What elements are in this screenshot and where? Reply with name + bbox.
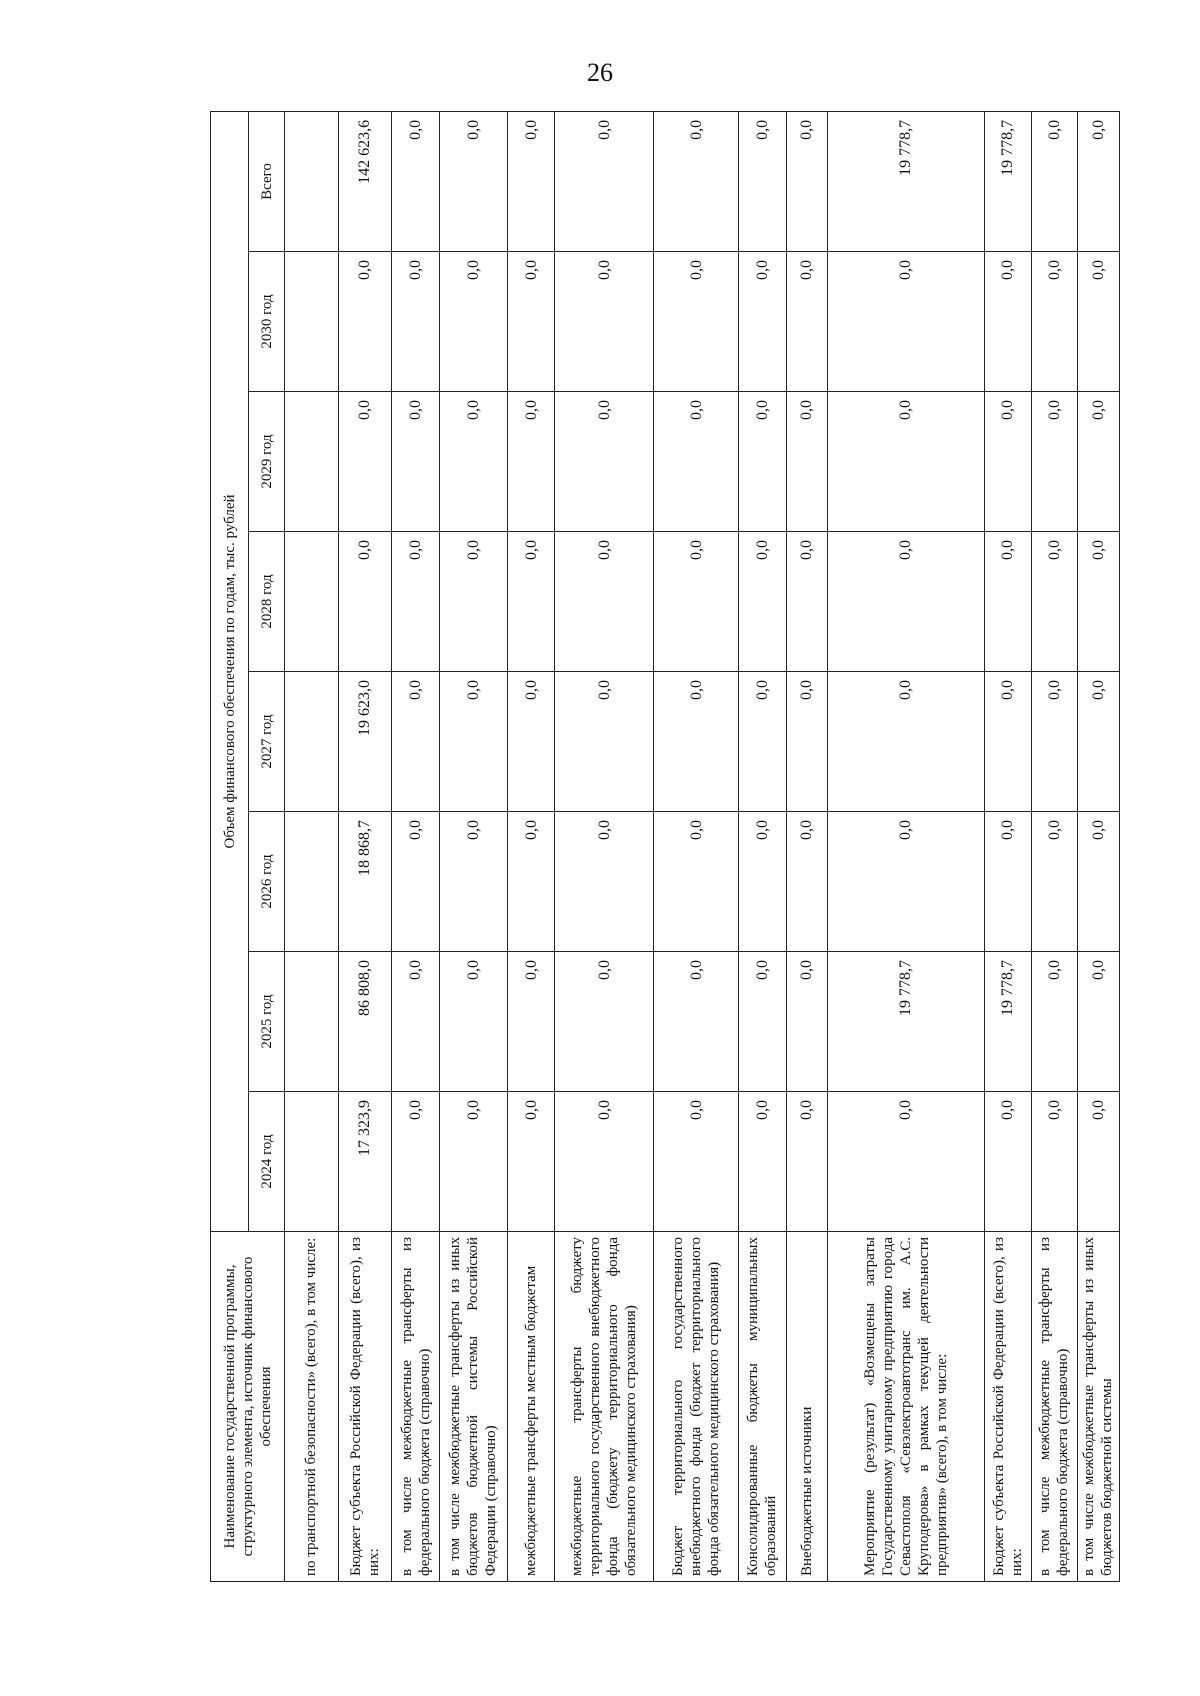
- value-cell: 17 323,9: [338, 1092, 392, 1232]
- value-cell: 0,0: [555, 812, 654, 952]
- value-cell: 0,0: [827, 532, 984, 672]
- value-cell: 19 623,0: [338, 672, 392, 812]
- name-column-header: Наименование государственной программы, структурного элемента, источник финансового обеспечения: [211, 1232, 285, 1582]
- value-cell: 0,0: [439, 111, 507, 251]
- value-cell: 0,0: [1077, 1092, 1119, 1232]
- value-cell: 0,0: [1077, 392, 1119, 532]
- value-cell: 0,0: [739, 111, 786, 251]
- value-cell: 142 623,6: [338, 111, 392, 251]
- value-cell: 0,0: [786, 672, 827, 812]
- table-row: [285, 111, 339, 1581]
- value-cell: 0,0: [392, 252, 439, 392]
- value-cell: 0,0: [507, 812, 554, 952]
- value-cell: 0,0: [786, 111, 827, 251]
- value-cell: [285, 672, 339, 812]
- value-cell: 0,0: [439, 952, 507, 1092]
- value-cell: [285, 532, 339, 672]
- value-cell: 0,0: [1032, 812, 1077, 952]
- value-cell: 0,0: [1032, 952, 1077, 1092]
- value-cell: 0,0: [555, 532, 654, 672]
- value-cell: 0,0: [654, 252, 739, 392]
- value-cell: 0,0: [739, 952, 786, 1092]
- row-name-cell: в том числе межбюджетные трансферты из иных бюджетов бюджетной системы Российской Федерации (справочно): [439, 1232, 507, 1582]
- value-cell: [285, 812, 339, 952]
- table-row: [827, 111, 984, 1581]
- value-cell: [285, 392, 339, 532]
- value-cell: 0,0: [555, 672, 654, 812]
- value-cell: 0,0: [786, 532, 827, 672]
- table-row: [1032, 111, 1077, 1581]
- value-cell: 0,0: [338, 252, 392, 392]
- value-cell: 0,0: [555, 952, 654, 1092]
- value-cell: 0,0: [739, 252, 786, 392]
- value-cell: 0,0: [392, 672, 439, 812]
- value-cell: 0,0: [1077, 812, 1119, 952]
- value-cell: 0,0: [439, 812, 507, 952]
- year-header: 2026 год: [249, 812, 285, 952]
- value-cell: 19 778,7: [827, 952, 984, 1092]
- value-cell: [285, 952, 339, 1092]
- value-cell: 0,0: [654, 672, 739, 812]
- value-cell: 0,0: [392, 111, 439, 251]
- value-cell: 0,0: [984, 672, 1031, 812]
- value-cell: 0,0: [654, 392, 739, 532]
- value-cell: 0,0: [786, 392, 827, 532]
- value-cell: 0,0: [338, 532, 392, 672]
- year-header: 2027 год: [249, 672, 285, 812]
- value-cell: 0,0: [555, 392, 654, 532]
- value-cell: 0,0: [827, 812, 984, 952]
- value-cell: 0,0: [654, 532, 739, 672]
- value-cell: 0,0: [1032, 672, 1077, 812]
- row-name-cell: по транспортной безопасности» (всего), в том числе:: [285, 1232, 339, 1582]
- year-header: 2030 год: [249, 252, 285, 392]
- value-cell: 0,0: [739, 532, 786, 672]
- value-cell: 0,0: [1077, 532, 1119, 672]
- value-cell: 0,0: [984, 1092, 1031, 1232]
- value-cell: 0,0: [392, 812, 439, 952]
- rotated-table-container: [210, 112, 1120, 1582]
- volume-header: Объем финансового обеспечения по годам, тыс. рублей: [211, 111, 249, 1231]
- value-cell: 0,0: [739, 812, 786, 952]
- value-cell: 0,0: [555, 111, 654, 251]
- value-cell: 86 808,0: [338, 952, 392, 1092]
- value-cell: 0,0: [654, 1092, 739, 1232]
- value-cell: 0,0: [392, 952, 439, 1092]
- value-cell: 0,0: [338, 392, 392, 532]
- table-row: [392, 111, 439, 1581]
- value-cell: 0,0: [786, 1092, 827, 1232]
- value-cell: 19 778,7: [827, 111, 984, 251]
- value-cell: 0,0: [555, 1092, 654, 1232]
- page-number: 26: [587, 58, 613, 87]
- value-cell: 0,0: [439, 392, 507, 532]
- value-cell: 0,0: [739, 672, 786, 812]
- table-row: [439, 111, 507, 1581]
- table-row: [507, 111, 554, 1581]
- row-name-cell: Бюджет субъекта Российской Федерации (всего), из них:: [984, 1232, 1031, 1582]
- value-cell: 0,0: [1077, 672, 1119, 812]
- table-row: [739, 111, 786, 1581]
- row-name-cell: в том числе межбюджетные трансферты из федерального бюджета (справочно): [1032, 1232, 1077, 1582]
- value-cell: 18 868,7: [338, 812, 392, 952]
- value-cell: 0,0: [654, 952, 739, 1092]
- value-cell: 0,0: [654, 812, 739, 952]
- value-cell: 0,0: [1077, 952, 1119, 1092]
- value-cell: 0,0: [786, 812, 827, 952]
- value-cell: 0,0: [786, 252, 827, 392]
- value-cell: 0,0: [507, 111, 554, 251]
- value-cell: 0,0: [654, 111, 739, 251]
- value-cell: 0,0: [507, 252, 554, 392]
- value-cell: 0,0: [739, 392, 786, 532]
- value-cell: 0,0: [984, 812, 1031, 952]
- row-name-cell: Мероприятие (результат) «Возмещены затраты Государственному унитарному предприятию города Севастополя «Севэлектроавтотранс им. А.С. Круподерова» в рамках текущей деятельности предприятия» (всего), в том числе:: [827, 1232, 984, 1582]
- year-header: 2028 год: [249, 532, 285, 672]
- year-header: Всего: [249, 111, 285, 251]
- value-cell: 0,0: [984, 532, 1031, 672]
- value-cell: 0,0: [739, 1092, 786, 1232]
- value-cell: 0,0: [555, 252, 654, 392]
- value-cell: 0,0: [827, 252, 984, 392]
- table-row: [984, 111, 1031, 1581]
- year-header: 2029 год: [249, 392, 285, 532]
- financing-table: [210, 111, 1120, 1582]
- value-cell: 0,0: [1077, 111, 1119, 251]
- row-name-cell: Бюджет территориального государственного внебюджетного фонда (бюджет территориального фонда обязательного медицинского страхования): [654, 1232, 739, 1582]
- table-row: [1077, 111, 1119, 1581]
- row-name-cell: межбюджетные трансферты местным бюджетам: [507, 1232, 554, 1582]
- value-cell: 19 778,7: [984, 952, 1031, 1092]
- value-cell: 0,0: [507, 532, 554, 672]
- row-name-cell: в том числе межбюджетные трансферты из федерального бюджета (справочно): [392, 1232, 439, 1582]
- value-cell: 0,0: [1077, 252, 1119, 392]
- value-cell: 0,0: [1032, 392, 1077, 532]
- value-cell: 0,0: [439, 532, 507, 672]
- value-cell: 19 778,7: [984, 111, 1031, 251]
- row-name-cell: в том числе межбюджетные трансферты из иных бюджетов бюджетной системы: [1077, 1232, 1119, 1582]
- value-cell: 0,0: [1032, 532, 1077, 672]
- value-cell: 0,0: [1032, 111, 1077, 251]
- value-cell: [285, 252, 339, 392]
- value-cell: 0,0: [507, 952, 554, 1092]
- value-cell: 0,0: [392, 392, 439, 532]
- value-cell: 0,0: [439, 1092, 507, 1232]
- value-cell: 0,0: [827, 392, 984, 532]
- value-cell: 0,0: [392, 1092, 439, 1232]
- value-cell: [285, 1092, 339, 1232]
- value-cell: 0,0: [439, 252, 507, 392]
- row-name-cell: Бюджет субъекта Российской Федерации (всего), из них:: [338, 1232, 392, 1582]
- value-cell: 0,0: [439, 672, 507, 812]
- table-row: [555, 111, 654, 1581]
- value-cell: 0,0: [1032, 1092, 1077, 1232]
- value-cell: 0,0: [827, 672, 984, 812]
- value-cell: 0,0: [507, 392, 554, 532]
- table-row: [338, 111, 392, 1581]
- table-row: [786, 111, 827, 1581]
- value-cell: 0,0: [984, 392, 1031, 532]
- row-name-cell: Внебюджетные источники: [786, 1232, 827, 1582]
- table-row: [654, 111, 739, 1581]
- year-header: 2024 год: [249, 1092, 285, 1232]
- value-cell: 0,0: [786, 952, 827, 1092]
- row-name-cell: Консолидированные бюджеты муниципальных образований: [739, 1232, 786, 1582]
- row-name-cell: межбюджетные трансферты бюджету территориального государственного внебюджетного фонда (бюджету территориального фонда обязательного медицинского страхования): [555, 1232, 654, 1582]
- value-cell: 0,0: [827, 1092, 984, 1232]
- value-cell: [285, 111, 339, 251]
- value-cell: 0,0: [507, 1092, 554, 1232]
- value-cell: 0,0: [392, 532, 439, 672]
- year-header: 2025 год: [249, 952, 285, 1092]
- value-cell: 0,0: [1032, 252, 1077, 392]
- value-cell: 0,0: [984, 252, 1031, 392]
- value-cell: 0,0: [507, 672, 554, 812]
